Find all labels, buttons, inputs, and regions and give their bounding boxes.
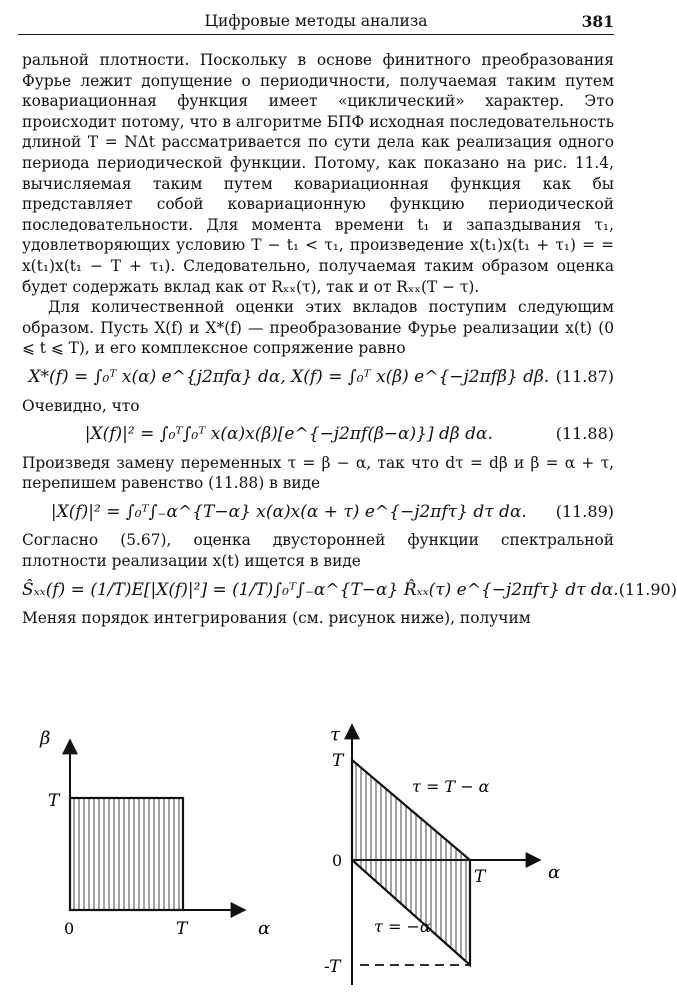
page-number: 381 [581,12,614,31]
text-obviously: Очевидно, что [22,396,140,415]
equation-11-87-formula: X*(f) = ∫₀ᵀ x(α) e^{j2πfα} dα, X(f) = ∫₀ᵀ x(β) e^{−j2πfβ} dβ. [28,366,550,387]
paragraph-4: Согласно (5.67), оценка двусторонней функции спектральной плотности реализации x(t) ищется в виде [22,531,614,571]
equation-11-88-number: (11.88) [555,424,614,444]
running-title: Цифровые методы анализа [204,12,428,30]
right-alpha-label: α [548,862,561,883]
left-x-tick-T: T [176,919,188,939]
equation-11-87 [22,367,614,388]
paragraph-5: Меняя порядок интегрирования (см. рисунок ниже), получим [22,609,531,628]
left-origin-label: 0 [64,919,75,938]
right-x-tick-T: T [474,867,486,887]
left-y-tick-T: T [48,791,60,811]
right-region-parallelogram [352,760,470,965]
equation-11-90 [22,579,677,601]
equation-11-89-number: (11.89) [555,501,614,521]
right-tau-label: τ [330,724,340,745]
left-alpha-label: α [258,918,271,939]
left-beta-label: β [40,728,51,749]
page-body [22,50,677,629]
left-region-hatching [74,798,179,910]
equation-11-87-number: (11.87) [555,366,614,386]
equation-11-90-formula: Ŝₓₓ(f) = (1/T)E[|X(f)|²] = (1/T)∫₀ᵀ∫₋α^{T−α} R̂ₓₓ(τ) e^{−j2πfτ} dτ dα. [22,579,619,600]
equation-11-88-formula: |X(f)|² = ∫₀ᵀ∫₀ᵀ x(α)x(β)[e^{−j2πf(β−α)}] dβ dα. [84,424,493,445]
right-line-upper-label: τ = T − α [412,777,490,796]
right-figure [324,724,560,985]
equation-11-89 [22,502,614,523]
paragraph-2: Для количественной оценки этих вкладов поступим следующим образом. Пусть X(f) и X*(f) — преобразование Фурье реализации x(t) (0 ⩽ t ⩽ T), и его комплексное сопряжение равно [22,298,614,358]
header-rule [18,34,614,35]
paragraph-1: ральной плотности. Поскольку в основе финитного преобразования Фурье лежит допущение о периодичности, получаемая таким путем ковариационная функция имеет «циклический» характер. Это происходит потому, что в алгоритме БПФ исходная последовательность длиной T = NΔt рассматривается по сути дела как реализация одного периода периодической функции. Потому, как показано на рис. 11.4, вычисляемая таким путем ковариационная функция как бы представляет собой ковариационную функцию периодической последовательности. Для момента времени t₁ и запаздывания τ₁, удовлетворяющих условию T − t₁ < τ₁, произведение x(t₁)x(t₁ + τ₁) = = x(t₁)x(t₁ − T + τ₁). Следовательно, получаемая таким образом оценка будет содержать вклад как от Rₓₓ(τ), так и от Rₓₓ(T − τ). [22,51,614,296]
right-origin-label: 0 [332,851,343,870]
page-header [18,10,614,32]
right-line-lower-label: τ = −α [374,917,431,936]
equation-11-89-formula: |X(f)|² = ∫₀ᵀ∫₋α^{T−α} x(α)x(α + τ) e^{−j2πfτ} dτ dα. [50,501,527,522]
right-y-tick-minus-T: -T [324,957,341,977]
equation-11-88 [22,424,614,445]
right-region-hatching [356,763,466,961]
left-figure [39,728,270,939]
right-y-tick-T: T [332,751,344,771]
paragraph-3: Произведя замену переменных τ = β − α, так что dτ = dβ и β = α + τ, перепишем равенство (11.88) в виде [22,453,614,493]
left-region-square [70,798,183,910]
equation-11-90-number: (11.90) [618,579,677,599]
